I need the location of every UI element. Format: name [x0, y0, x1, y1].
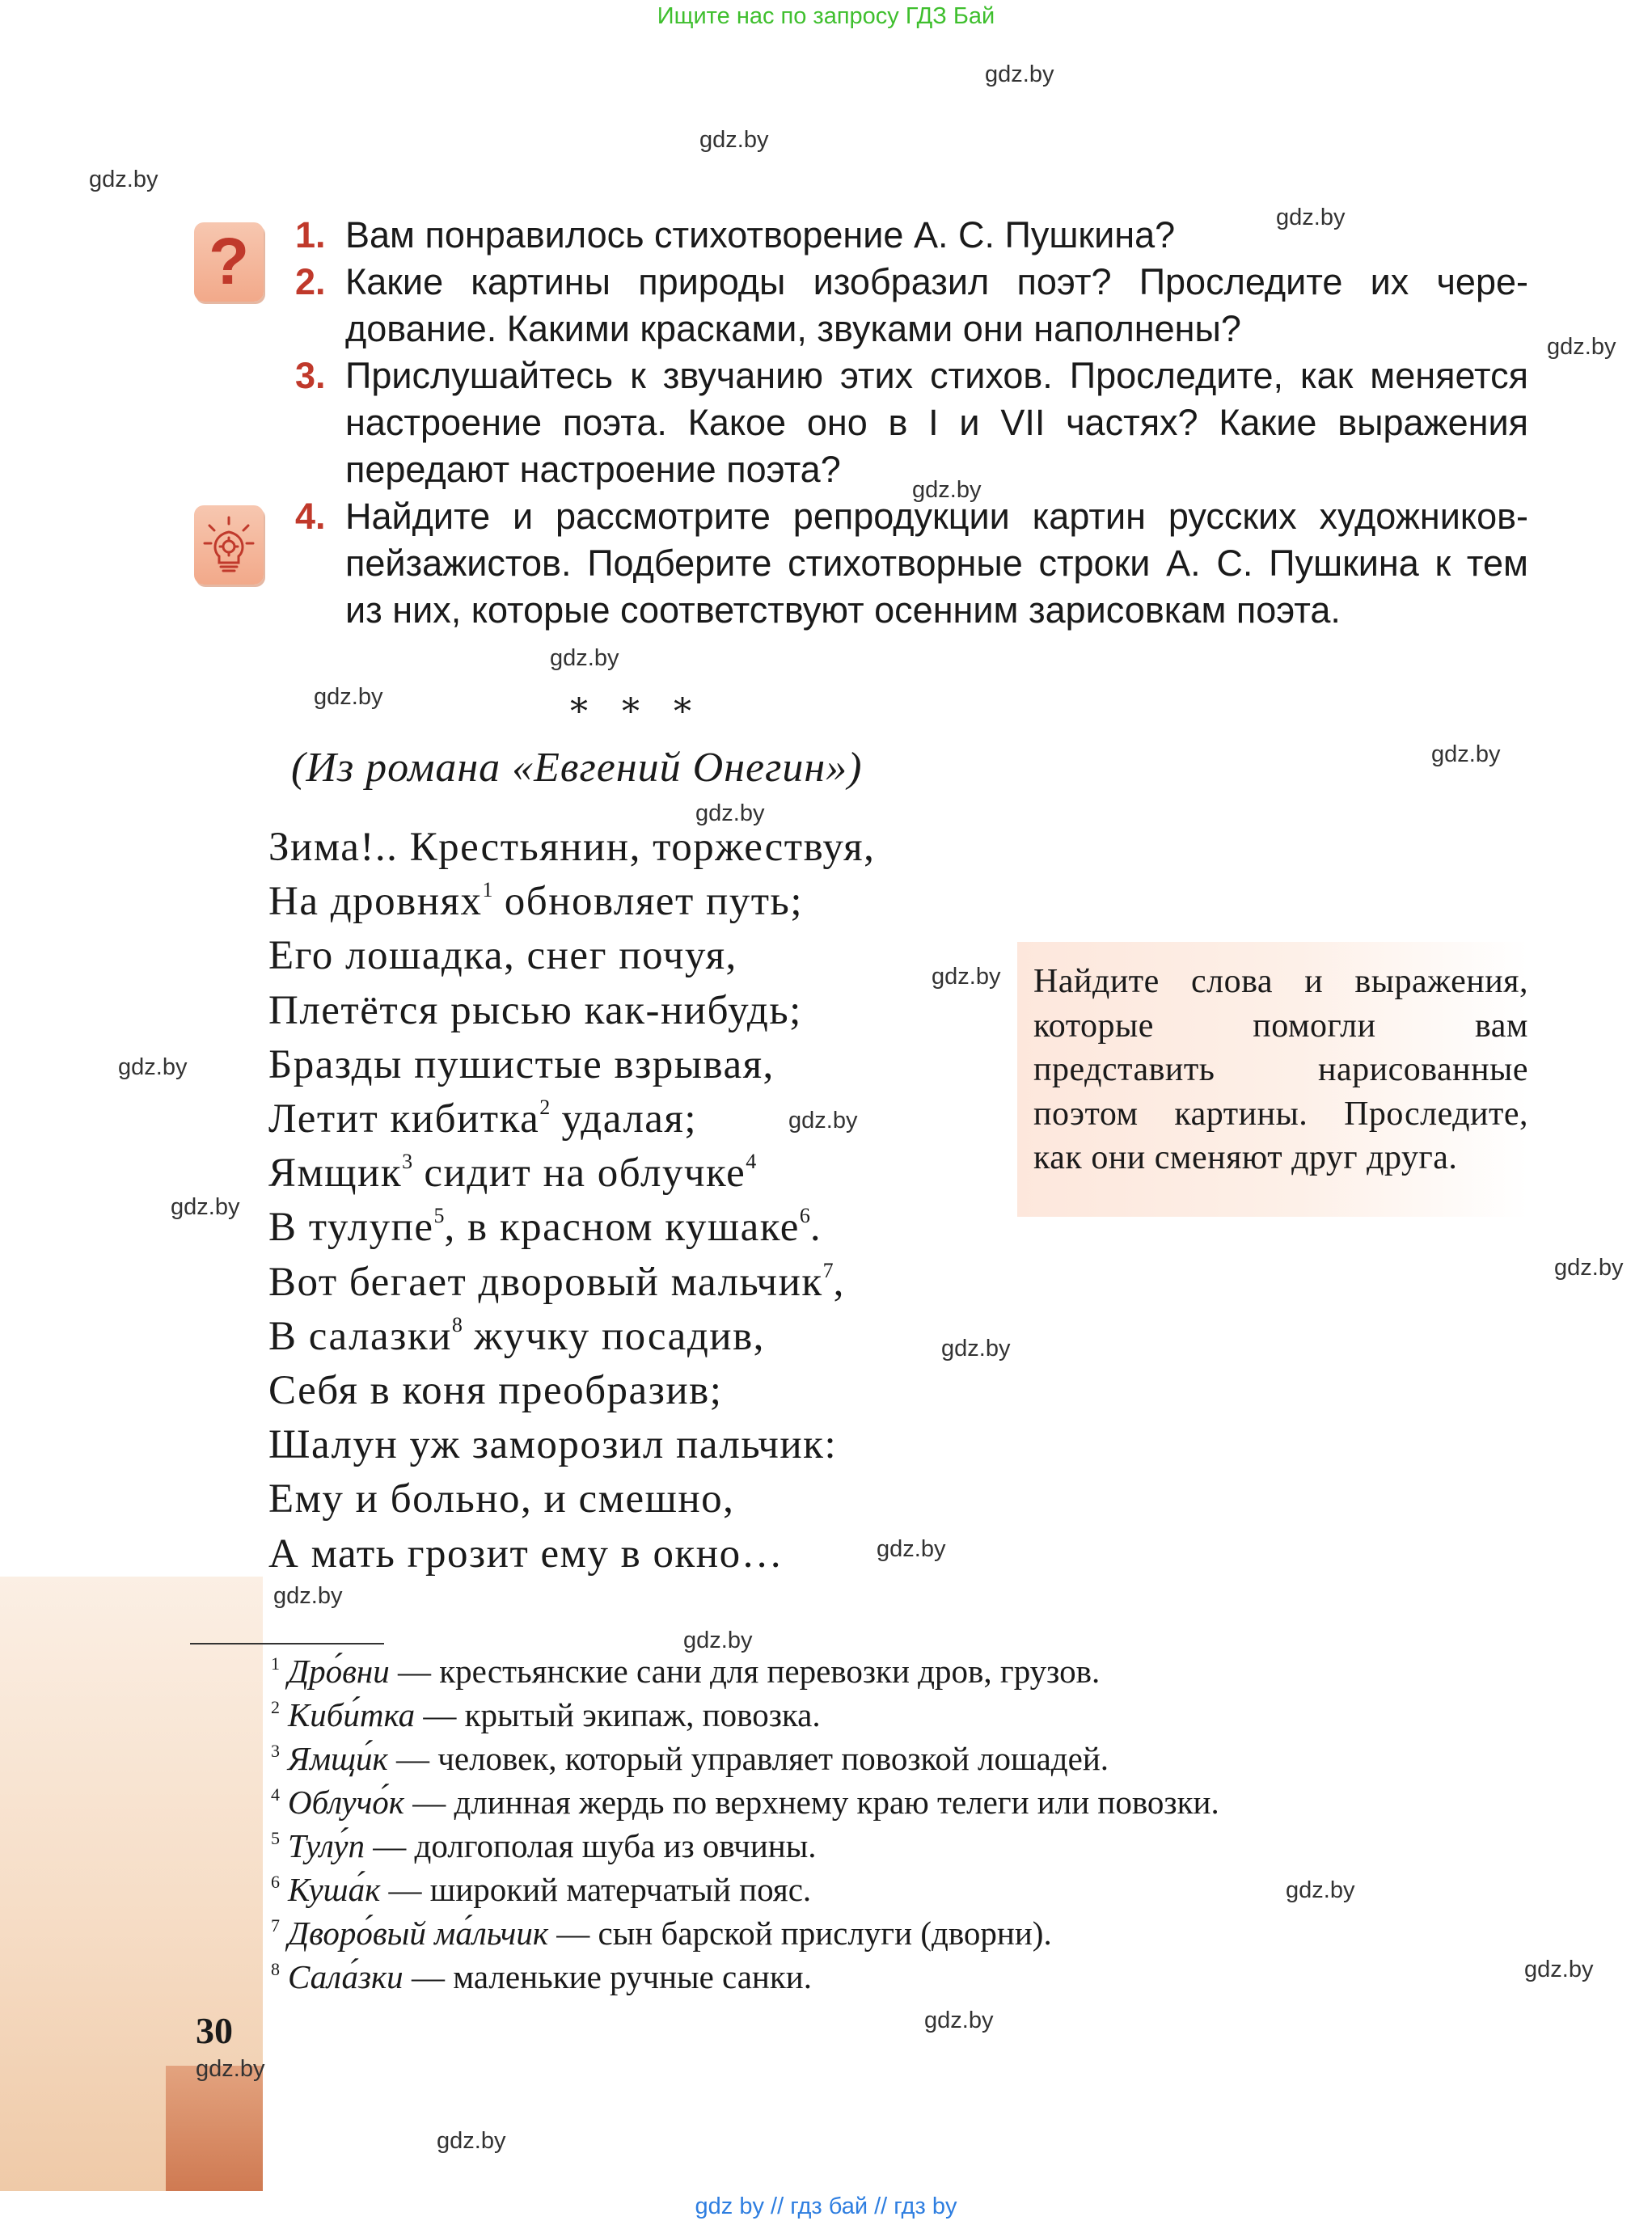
- poem-line: На дровнях$^1$ обновляет путь;: [268, 878, 803, 925]
- footnote-ref: 8: [451, 1312, 463, 1336]
- top-banner: Ищите нас по запросу ГДЗ Бай: [657, 3, 995, 29]
- watermark: gdz.by: [171, 1194, 240, 1220]
- footnote-divider: [190, 1643, 384, 1644]
- question-text: Найдите и рассмотрите репродукции картин русских художников-пейзажистов. Подберите стихотворные строки А. С. Пушкина к тем из них, которые соответствуют осенним зарисовкам поэта.: [345, 496, 1528, 631]
- watermark: gdz.by: [941, 1336, 1011, 1362]
- question-item: [295, 493, 1528, 634]
- question-mark-icon: [194, 222, 264, 302]
- footnote-ref: 5: [433, 1204, 445, 1228]
- poem-line: Бразды пушистые взрывая,: [268, 1041, 775, 1087]
- watermark: gdz.by: [314, 684, 383, 710]
- watermark: gdz.by: [1524, 1957, 1594, 1982]
- question-number: 4.: [295, 496, 326, 537]
- watermark: gdz.by: [924, 2008, 994, 2033]
- footnote-item: 5 Тулу́п — долгополая шуба из овчины.: [271, 1827, 817, 1864]
- watermark: gdz.by: [1554, 1255, 1624, 1281]
- watermark: gdz.by: [1431, 741, 1501, 767]
- watermark: gdz.by: [196, 2056, 265, 2082]
- bottom-links[interactable]: gdz by // гдз бай // гдз by: [695, 2193, 957, 2219]
- footnote-item: 7 Дворо́вый ма́льчик — сын барской прислуги (дворни).: [271, 1915, 1052, 1952]
- watermark: gdz.by: [1547, 334, 1616, 360]
- footnote-ref: 1: [482, 878, 493, 902]
- poem-line: Летит кибитка$^2$ удалая;: [268, 1096, 698, 1142]
- poem-line: А мать грозит ему в окно…: [268, 1530, 784, 1577]
- footnote-item: 6 Куша́к — широкий матерчатый пояс.: [271, 1871, 812, 1908]
- watermark: gdz.by: [437, 2128, 506, 2154]
- page-number: 30: [196, 2010, 233, 2051]
- watermark: gdz.by: [695, 800, 765, 826]
- question-item: [295, 353, 1528, 493]
- page-tab-decoration: [166, 2066, 263, 2191]
- watermark: gdz.by: [932, 964, 1001, 990]
- poem-line: Шалун уж заморозил пальчик:: [268, 1422, 838, 1468]
- watermark: gdz.by: [912, 477, 982, 503]
- footnote-item: 1 Дро́вни — крестьянские сани для перевозки дров, грузов.: [271, 1653, 1101, 1690]
- footnotes: [271, 1649, 1219, 1999]
- poem-line: Вот бегает дворовый мальчик$^7$,: [268, 1258, 845, 1305]
- watermark: gdz.by: [1286, 1877, 1355, 1903]
- question-list: [295, 212, 1528, 634]
- poem-line: Его лошадка, снег почуя,: [268, 933, 737, 979]
- poem-line: Ему и больно, и смешно,: [268, 1476, 735, 1522]
- watermark: gdz.by: [985, 61, 1054, 87]
- question-text: Вам понравилось стихотворение А. С. Пушкина?: [345, 214, 1176, 255]
- question-item: [295, 259, 1528, 353]
- footnote-item: 2 Киби́тка — крытый экипаж, повозка.: [271, 1696, 821, 1733]
- question-number: 1.: [295, 214, 326, 255]
- poem-line: Себя в коня преобразив;: [268, 1368, 723, 1414]
- lightbulb-gear-icon: [203, 516, 255, 574]
- footnote-item: 8 Сала́зки — маленькие ручные санки.: [271, 1958, 812, 1995]
- footnote-ref: 6: [799, 1204, 810, 1228]
- poem-line: Плетётся рысью как-нибудь;: [268, 987, 802, 1033]
- task-sidebox-text: Найдите слова и выражения, которые помогли вам представить нарисованные поэтом картины. Проследите, как они сменяют друг друга.: [1033, 963, 1528, 1176]
- poem-line: Зима!.. Крестьянин, торжествуя,: [268, 825, 876, 870]
- watermark: gdz.by: [699, 127, 769, 153]
- watermark: gdz.by: [550, 645, 619, 671]
- question-number: 2.: [295, 261, 326, 302]
- footnote-ref: 2: [539, 1096, 551, 1120]
- watermark: gdz.by: [118, 1054, 188, 1080]
- watermark: gdz.by: [683, 1628, 753, 1653]
- footnote-item: 3 Ямщи́к — человек, который управляет повозкой лошадей.: [271, 1740, 1109, 1777]
- lightbulb-icon: [194, 505, 264, 585]
- poem-line: Ямщик$^3$ сидит на облучке$^4$: [268, 1150, 757, 1197]
- watermark: gdz.by: [273, 1583, 343, 1609]
- footnote-ref: 4: [746, 1150, 757, 1174]
- poem: [268, 821, 875, 1581]
- question-text: Прислушайтесь к звучанию этих стихов. Проследите, как меняется настроение поэта. Какое оно в I и VII частях? Какие выражения передают настроение поэта?: [345, 355, 1528, 490]
- question-number: 3.: [295, 355, 326, 396]
- question-mark-glyph: ?: [208, 225, 250, 298]
- poem-line: В салазки$^8$ жучку посадив,: [268, 1312, 765, 1359]
- poem-stars: * * *: [570, 691, 703, 733]
- footnote-ref: 7: [822, 1258, 834, 1282]
- poem-subtitle: (Из романа «Евгений Онегин»): [291, 745, 863, 791]
- footnote-item: 4 Облучо́к — длинная жердь по верхнему краю телеги или повозки.: [271, 1784, 1219, 1821]
- task-sidebox: [1017, 942, 1528, 1217]
- question-text: Какие картины природы изобразил поэт? Проследите их чередование. Какими красками, звуками они наполнены?: [345, 261, 1528, 349]
- poem-line: В тулупе$^5$, в красном кушаке$^6$.: [268, 1204, 822, 1251]
- watermark: gdz.by: [788, 1108, 858, 1134]
- watermark: gdz.by: [877, 1536, 946, 1562]
- question-item: [295, 212, 1528, 259]
- watermark: gdz.by: [1276, 205, 1346, 230]
- footnote-ref: 3: [402, 1150, 413, 1174]
- watermark: gdz.by: [89, 167, 158, 192]
